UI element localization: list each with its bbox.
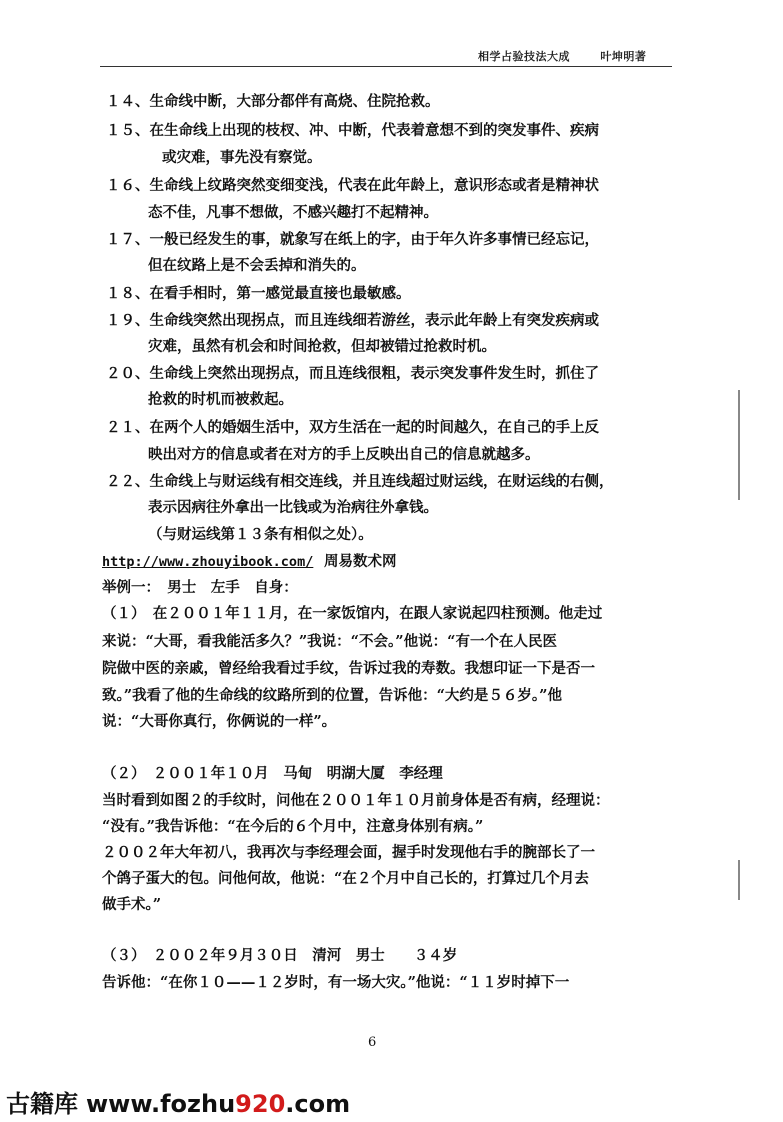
item-15-line-2: 或灾难，事先没有察觉。 bbox=[162, 149, 322, 166]
watermark bbox=[6, 1084, 350, 1119]
item-16-line-1: １６、生命线上纹路突然变细变浅，代表在此年龄上，意识形态或者是精神状 bbox=[106, 177, 599, 194]
item-18: １８、在看手相时，第一感觉最直接也最敏感。 bbox=[106, 285, 411, 302]
example-1-line-4: 致。”我看了他的生命线的纹路所到的位置，告诉他：“大约是５６岁。”他 bbox=[102, 687, 563, 704]
watermark-url-suffix: .com bbox=[285, 1090, 351, 1118]
watermark-url-prefix: www.fozhu bbox=[86, 1090, 236, 1118]
scan-edge-mark bbox=[738, 390, 740, 500]
header-rule bbox=[100, 66, 672, 67]
item-16-line-2: 态不佳，凡事不想做，不感兴趣打不起精神。 bbox=[148, 204, 438, 221]
item-21-line-2: 映出对方的信息或者在对方的手上反映出自己的信息就越多。 bbox=[148, 446, 540, 463]
item-17-line-2: 但在纹路上是不会丢掉和消失的。 bbox=[148, 257, 366, 274]
example-1-line-2: 来说：“大哥，看我能活多久？”我说：“不会。”他说：“有一个在人民医 bbox=[102, 633, 557, 650]
example-2-line-4: 个鸽子蛋大的包。问他何故，他说：“在２个月中自己长的，打算过几个月去 bbox=[102, 870, 589, 887]
item-20-line-1: ２０、生命线上突然出现拐点，而且连线很粗，表示突发事件发生时，抓住了 bbox=[106, 365, 599, 382]
source-site-name: 周易数术网 bbox=[324, 553, 397, 570]
header-author: 叶坤明著 bbox=[600, 50, 647, 63]
item-19-line-2: 灾难，虽然有机会和时间抢救，但却被错过抢救时机。 bbox=[148, 338, 496, 355]
source-link[interactable]: http://www.zhouyibook.com/ bbox=[102, 554, 314, 570]
example-2-line-3: ２００２年大年初八，我再次与李经理会面，握手时发现他右手的腕部长了一 bbox=[102, 844, 595, 861]
item-22-line-2: 表示因病往外拿出一比钱或为治病往外拿钱。 bbox=[148, 499, 438, 516]
item-14: １４、生命线中断，大部分都伴有高烧、住院抢救。 bbox=[106, 93, 440, 110]
example-3-heading: （３） ２００２年９月３０日 清河 男士 ３４岁 bbox=[102, 947, 458, 964]
header-book-title: 相学占验技法大成 bbox=[478, 50, 570, 63]
item-17-line-1: １７、一般已经发生的事，就象写在纸上的字，由于年久许多事情已经忘记， bbox=[106, 231, 599, 248]
item-22-line-1: ２２、生命线上与财运线有相交连线，并且连线超过财运线，在财运线的右侧， bbox=[106, 473, 614, 490]
example-1-line-1: （１） 在２００１年１１月，在一家饭馆内，在跟人家说起四柱预测。他走过 bbox=[102, 605, 603, 622]
example-2-line-5: 做手术。” bbox=[102, 896, 162, 913]
watermark-url-highlight: 920 bbox=[235, 1090, 286, 1118]
item-15-line-1: １５、在生命线上出现的枝杈、冲、中断，代表着意想不到的突发事件、疾病 bbox=[106, 122, 599, 139]
item-19-line-1: １９、生命线突然出现拐点，而且连线细若游丝，表示此年龄上有突发疾病或 bbox=[106, 312, 599, 329]
example-1-line-5: 说：“大哥你真行，你俩说的一样”。 bbox=[102, 713, 337, 730]
watermark-brand: 古籍库 bbox=[6, 1090, 78, 1118]
example-3-line-1: 告诉他：“在你１０——１２岁时，有一场大灾。”他说：“１１岁时掉下一 bbox=[102, 974, 570, 991]
item-20-line-2: 抢救的时机而被救起。 bbox=[148, 391, 293, 408]
scan-edge-mark bbox=[738, 860, 740, 900]
example-2-heading: （２） ２００１年１０月 马甸 明湖大厦 李经理 bbox=[102, 765, 443, 782]
example-2-line-2: “没有。”我告诉他：“在今后的６个月中，注意身体别有病。” bbox=[102, 818, 484, 835]
item-22-note: （与财运线第１３条有相似之处）。 bbox=[148, 526, 373, 543]
running-header bbox=[478, 48, 646, 64]
page-number: 6 bbox=[368, 1035, 377, 1050]
example-heading: 举例一： 男士 左手 自身： bbox=[102, 579, 298, 596]
example-1-line-3: 院做中医的亲戚，曾经给我看过手纹，告诉过我的寿数。我想印证一下是否一 bbox=[102, 660, 595, 677]
item-21-line-1: ２１、在两个人的婚姻生活中，双方生活在一起的时间越久，在自己的手上反 bbox=[106, 419, 599, 436]
example-2-line-1: 当时看到如图２的手纹时，问他在２００１年１０月前身体是否有病，经理说： bbox=[102, 792, 610, 809]
